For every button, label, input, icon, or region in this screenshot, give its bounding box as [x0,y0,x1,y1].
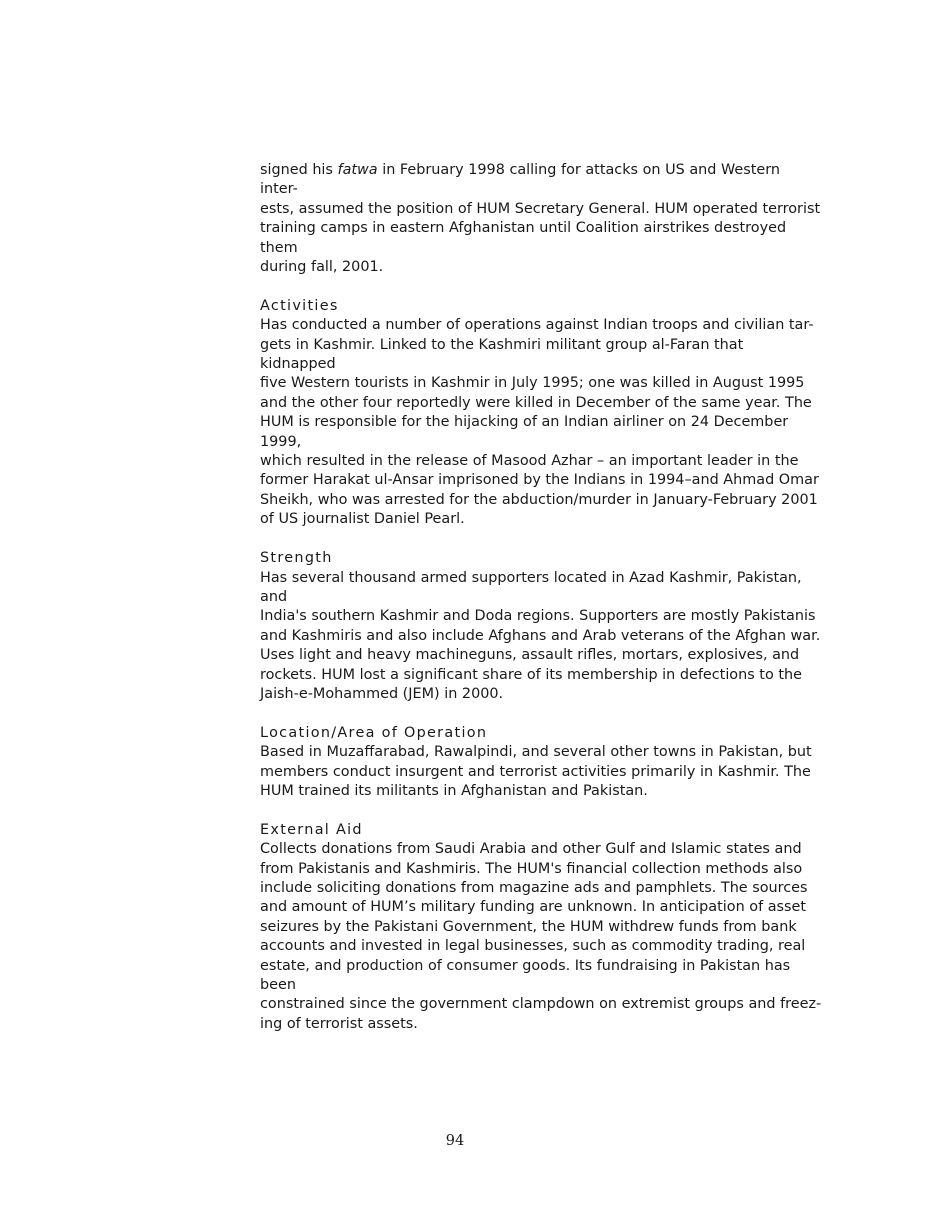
section-body-external-aid: Collects donations from Saudi Arabia and other Gulf and Islamic states and from Pakistanis and Kashmiris. The HUM's financial collection methods also include soliciting donations from magazine ads and pamphlets. The sources and amount of HUM’s military funding are unknown. In anticipation of asset seizures by the Pakistani Government, the HUM withdrew funds from bank accounts and invested in legal businesses, such as commodity trading, real estate, and production of consumer goods. Its fundraising in Pakistan has been constrained since the government clampdown on extremist groups and freez- ing of terrorist assets. [260,841,822,1032]
section-strength [260,549,822,704]
intro-text-start: signed his [260,162,338,178]
section-location [260,724,822,802]
intro-paragraph [260,161,822,277]
page-number: 94 [445,1133,465,1149]
section-body-strength: Has several thousand armed supporters located in Azad Kashmir, Pakistan, and India's southern Kashmir and Doda regions. Supporters are mostly Pakistanis and Kashmiris and also include Afghans and Arab veterans of the Afghan war. Uses light and heavy machineguns, assault rifles, mortars, explosives, and rockets. HUM lost a significant share of its membership in defections to the Jaish-e-Mohammed (JEM) in 2000. [260,569,821,702]
intro-text-rest: in February 1998 calling for attacks on US and Western inter- ests, assumed the position of HUM Secretary General. HUM operated terrorist training camps in eastern Afghanistan until Coalition airstrikes destroyed them during fall, 2001. [260,162,821,276]
section-heading-location: Location/Area of Operation [260,724,488,741]
section-heading-external-aid: External Aid [260,821,363,838]
section-heading-activities: Activities [260,297,339,314]
section-body-activities: Has conducted a number of operations against Indian troops and civilian tar- gets in Kashmir. Linked to the Kashmiri militant group al-Faran that kidnapped five Western tourists in Kashmir in July 1995; one was killed in August 1995 and the other four reportedly were killed in December of the same year. The HUM is responsible for the hijacking of an Indian airliner on 24 December 1999, which resulted in the release of Masood Azhar – an important leader in the former Harakat ul-Ansar imprisoned by the Indians in 1994–and Ahmad Omar Sheikh, who was arrested for the abduction/murder in January-February 2001 of US journalist Daniel Pearl. [260,317,819,528]
section-external-aid [260,821,822,1034]
document-body [260,161,822,1034]
intro-italic-term: fatwa [337,162,378,178]
section-body-location: Based in Muzaffarabad, Rawalpindi, and several other towns in Pakistan, but members conduct insurgent and terrorist activities primarily in Kashmir. The HUM trained its militants in Afghanistan and Pakistan. [260,744,812,799]
section-activities [260,297,822,530]
section-heading-strength: Strength [260,550,333,567]
